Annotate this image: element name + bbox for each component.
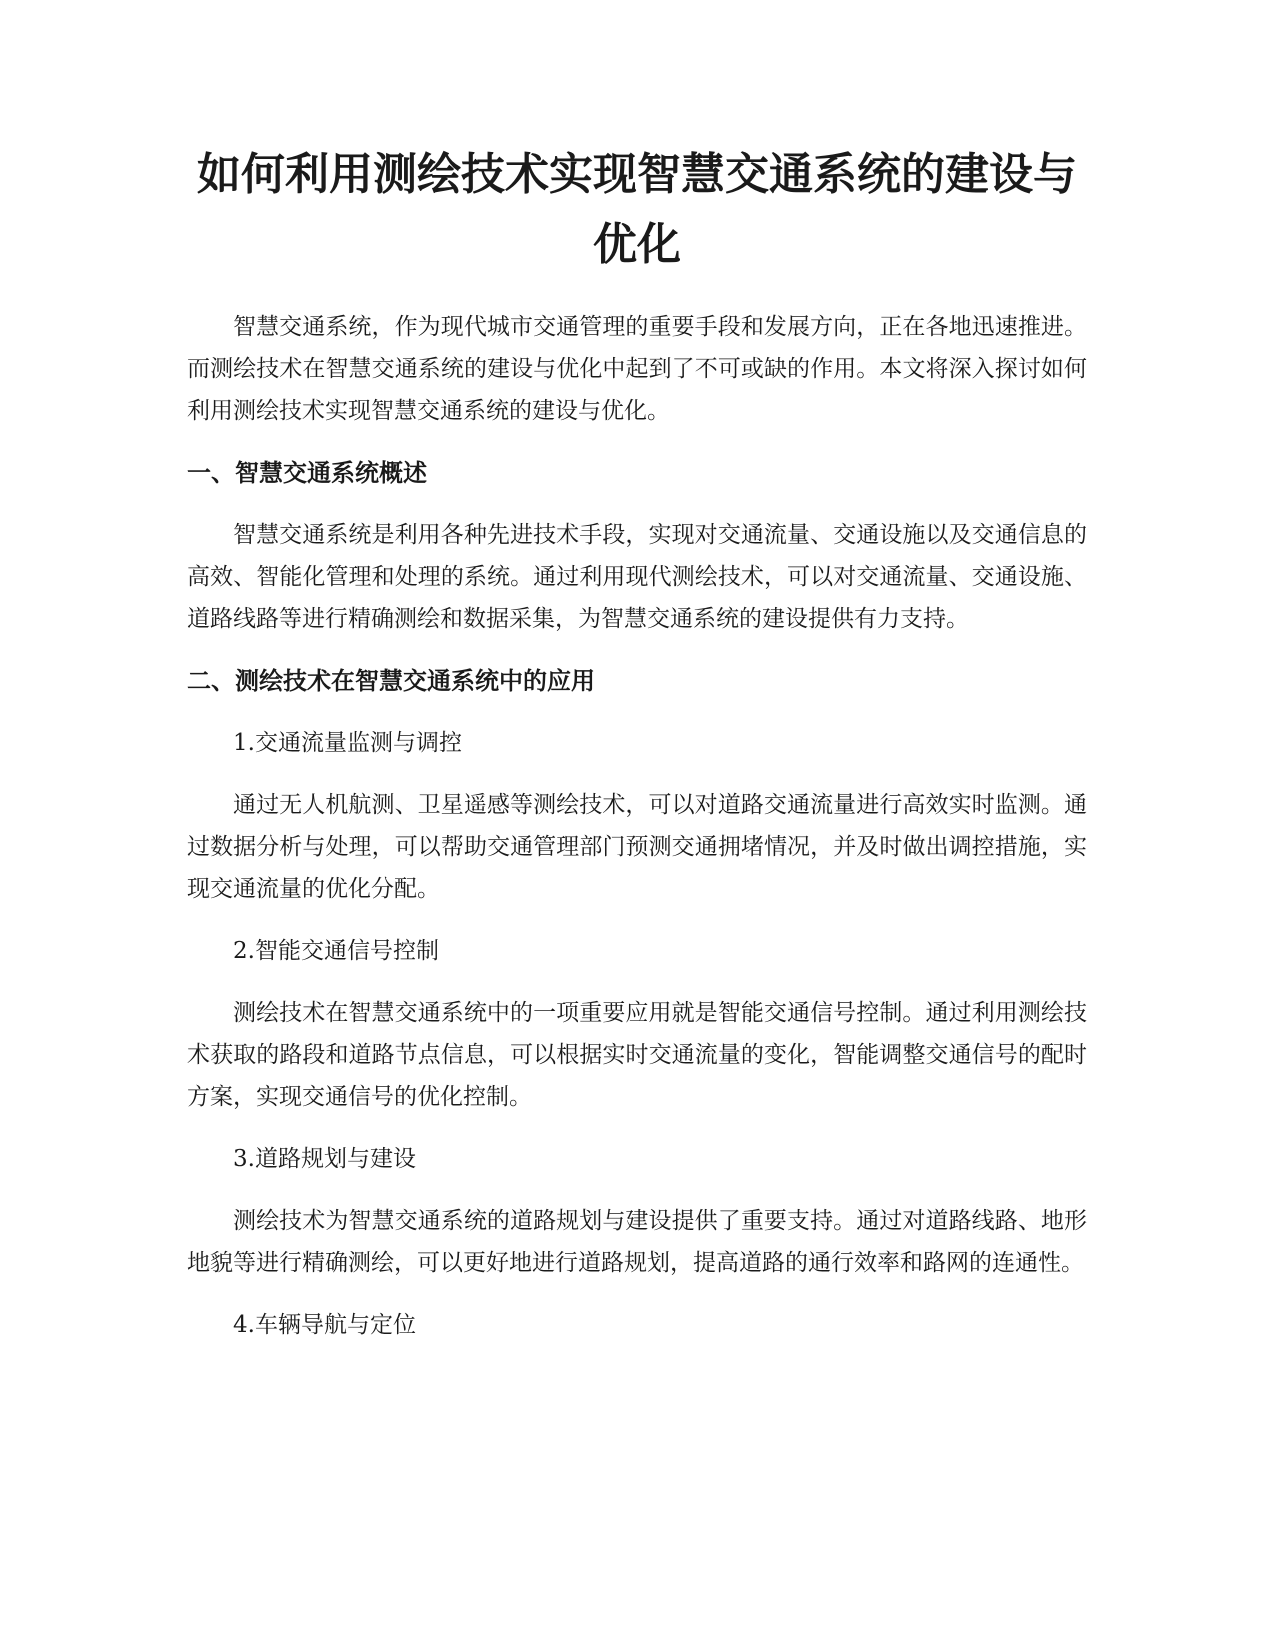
subsection-title-4: 4.车辆导航与定位 [233, 1312, 416, 1338]
subsection-title-3: 3.道路规划与建设 [233, 1146, 416, 1172]
intro-paragraph: 智慧交通系统，作为现代城市交通管理的重要手段和发展方向，正在各地迅速推进。而测绘技术在智慧交通系统的建设与优化中起到了不可或缺的作用。本文将深入探讨如何利用测绘技术实现智慧交通系统的建设与优化。 [187, 314, 1087, 424]
document-title: 如何利用测绘技术实现智慧交通系统的建设与优化 [197, 149, 1077, 270]
section-heading-1: 一、智慧交通系统概述 [187, 459, 427, 487]
subsection-paragraph-3: 测绘技术为智慧交通系统的道路规划与建设提供了重要支持。通过对道路线路、地形地貌等进行精确测绘，可以更好地进行道路规划，提高道路的通行效率和路网的连通性。 [187, 1208, 1087, 1276]
subsection-title-1: 1.交通流量监测与调控 [233, 730, 462, 756]
section-heading-2: 二、测绘技术在智慧交通系统中的应用 [187, 667, 595, 695]
section-1-paragraph: 智慧交通系统是利用各种先进技术手段，实现对交通流量、交通设施以及交通信息的高效、智能化管理和处理的系统。通过利用现代测绘技术，可以对交通流量、交通设施、道路线路等进行精确测绘和数据采集，为智慧交通系统的建设提供有力支持。 [187, 522, 1087, 632]
subsection-title-2: 2.智能交通信号控制 [233, 938, 439, 964]
document-page [187, 140, 1087, 1366]
subsection-paragraph-2: 测绘技术在智慧交通系统中的一项重要应用就是智能交通信号控制。通过利用测绘技术获取的路段和道路节点信息，可以根据实时交通流量的变化，智能调整交通信号的配时方案，实现交通信号的优化控制。 [187, 1000, 1087, 1110]
subsection-paragraph-1: 通过无人机航测、卫星遥感等测绘技术，可以对道路交通流量进行高效实时监测。通过数据分析与处理，可以帮助交通管理部门预测交通拥堵情况，并及时做出调控措施，实现交通流量的优化分配。 [187, 792, 1087, 902]
